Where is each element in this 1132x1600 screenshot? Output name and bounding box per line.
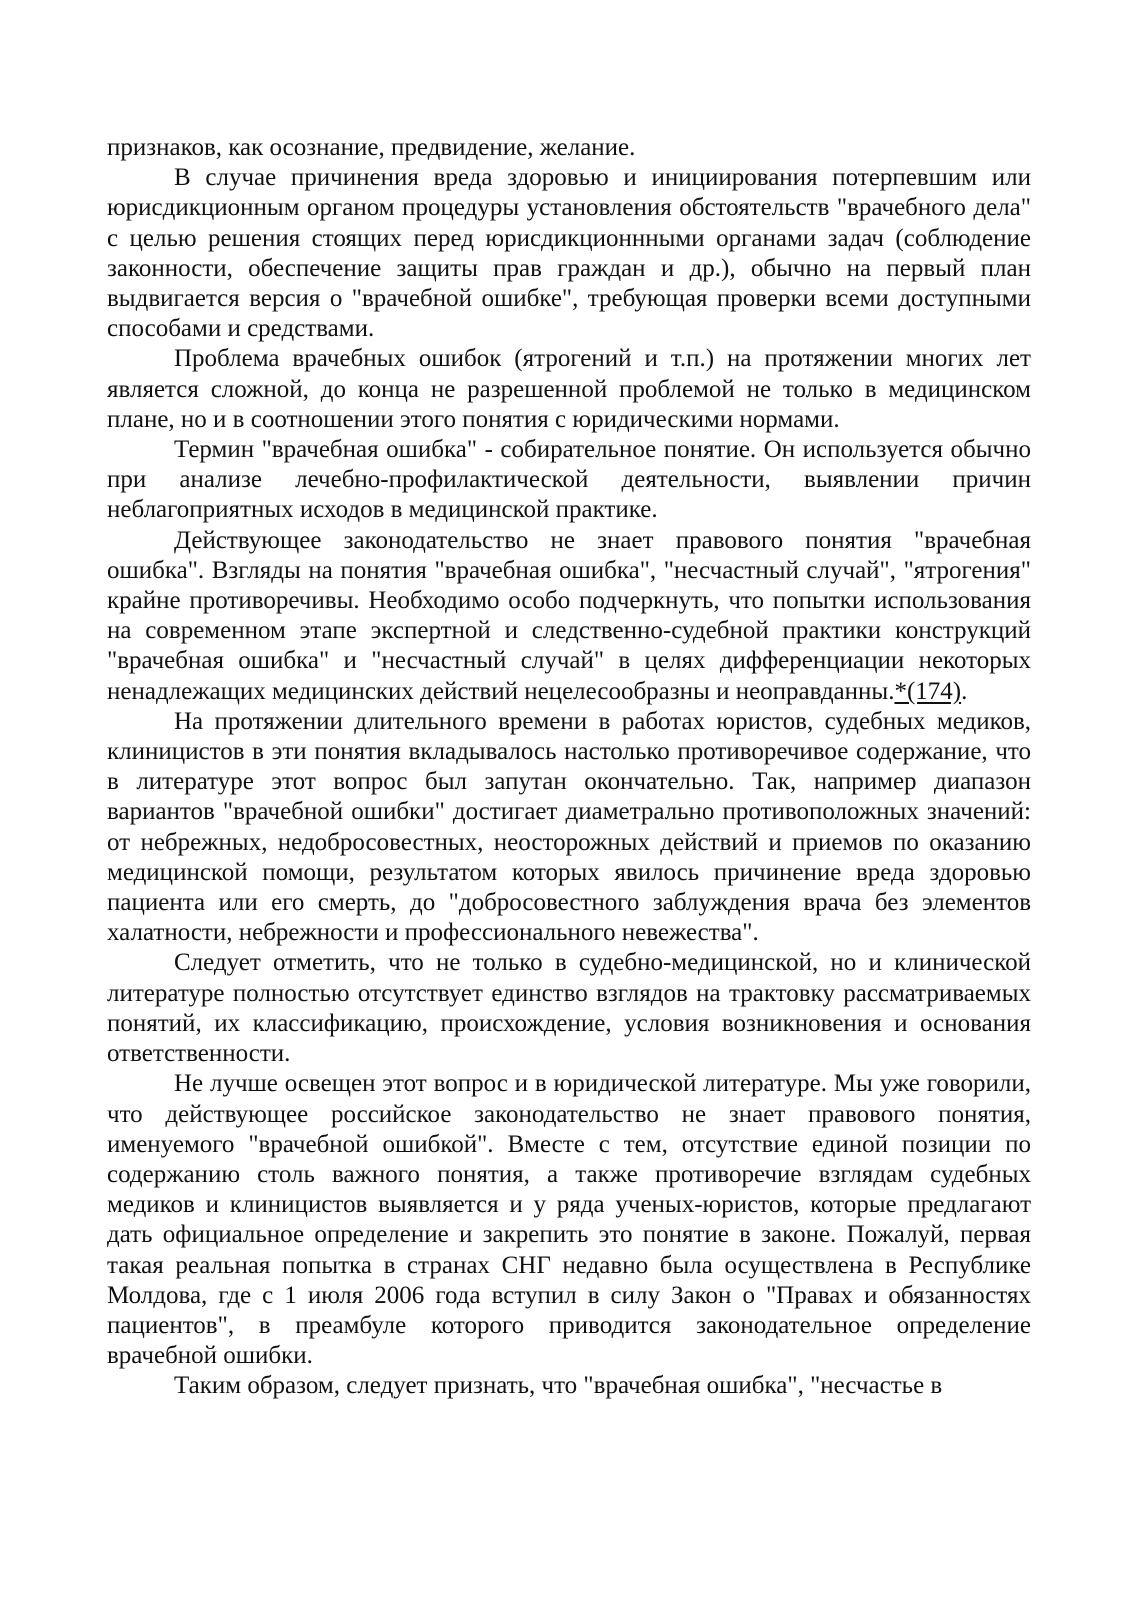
document-page <box>107 133 1031 1402</box>
paragraph-4: Термин "врачебная ошибка" - собирательное понятие. Он используется обычно при анализе лечебно-профилактической деятельности, выявлении причин неблагоприятных исходов в медицинской практике. <box>107 436 1031 524</box>
paragraph-7: Следует отметить, что не только в судебно-медицинской, но и клинической литературе полностью отсутствует единство взглядов на трактовку рассматриваемых понятий, их классификацию, происхождение, условия возникновения и основания ответственности. <box>107 949 1031 1068</box>
paragraph-8: Не лучше освещен этот вопрос и в юридической литературе. Мы уже говорили, что действующее российское законодательство не знает правового понятия, именуемого "врачебной ошибкой". Вместе с тем, отсутствие единой позиции по содержанию столь важного понятия, а также противоречие взглядам судебных медиков и клиницистов выявляется и у ряда ученых-юристов, которые предлагают дать официальное определение и закрепить это понятие в законе. Пожалуй, первая такая реальная попытка в странах СНГ недавно была осуществлена в Республике Молдова, где с 1 июля 2006 года вступил в силу Закон о "Правах и обязанностях пациентов", в преамбуле которого приводится законодательное определение врачебной ошибки. <box>107 1070 1031 1370</box>
paragraph-3: Проблема врачебных ошибок (ятрогений и т.п.) на протяжении многих лет является сложной, до конца не разрешенной проблемой не только в медицинском плане, но и в соотношении этого понятия с юридическими нормами. <box>107 345 1031 433</box>
paragraph-9: Таким образом, следует признать, что "врачебная ошибка", "несчастье в <box>174 1372 943 1400</box>
paragraph-5-text: Действующее законодательство не знает правового понятия "врачебная ошибка". Взгляды на понятия "врачебная ошибка", "несчастный случай", "ятрогения" крайне противоречивы. Необходимо особо подчеркнуть, что попытки использования на современном этапе экспертной и следственно-судебной практики конструкций "врачебная ошибка" и "несчастный случай" в целях дифференциации некоторых ненадлежащих медицинских действий нецелесообразны и неоправданны. <box>107 526 1031 705</box>
paragraph-6: На протяжении длительного времени в работах юристов, судебных медиков, клиницистов в эти понятия вкладывалось настолько противоречивое содержание, что в литературе этот вопрос был запутан окончательно. Так, например диапазон вариантов "врачебной ошибки" достигает диаметрально противоположных значений: от небрежных, недобросовестных, неосторожных действий и приемов по оказанию медицинской помощи, результатом которых явилось причинение вреда здоровью пациента или его смерть, до "добросовестного заблуждения врача без элементов халатности, небрежности и профессионального невежества". <box>107 707 1031 947</box>
paragraph-5-tail: . <box>961 677 968 705</box>
paragraph-1: признаков, как осознание, предвидение, желание. <box>107 134 636 161</box>
paragraph-2: В случае причинения вреда здоровью и инициирования потерпевшим или юрисдикционным органом процедуры установления обстоятельств "врачебного дела" с целью решения стоящих перед юрисдикционнными органами задач (соблюдение законности, обеспечение защиты прав граждан и др.), обычно на первый план выдвигается версия о "врачебной ошибке", требующая проверки всеми доступными способами и средствами. <box>107 164 1031 343</box>
paragraph-5 <box>107 526 1031 707</box>
footnote-link-174[interactable]: *(174) <box>894 677 962 705</box>
